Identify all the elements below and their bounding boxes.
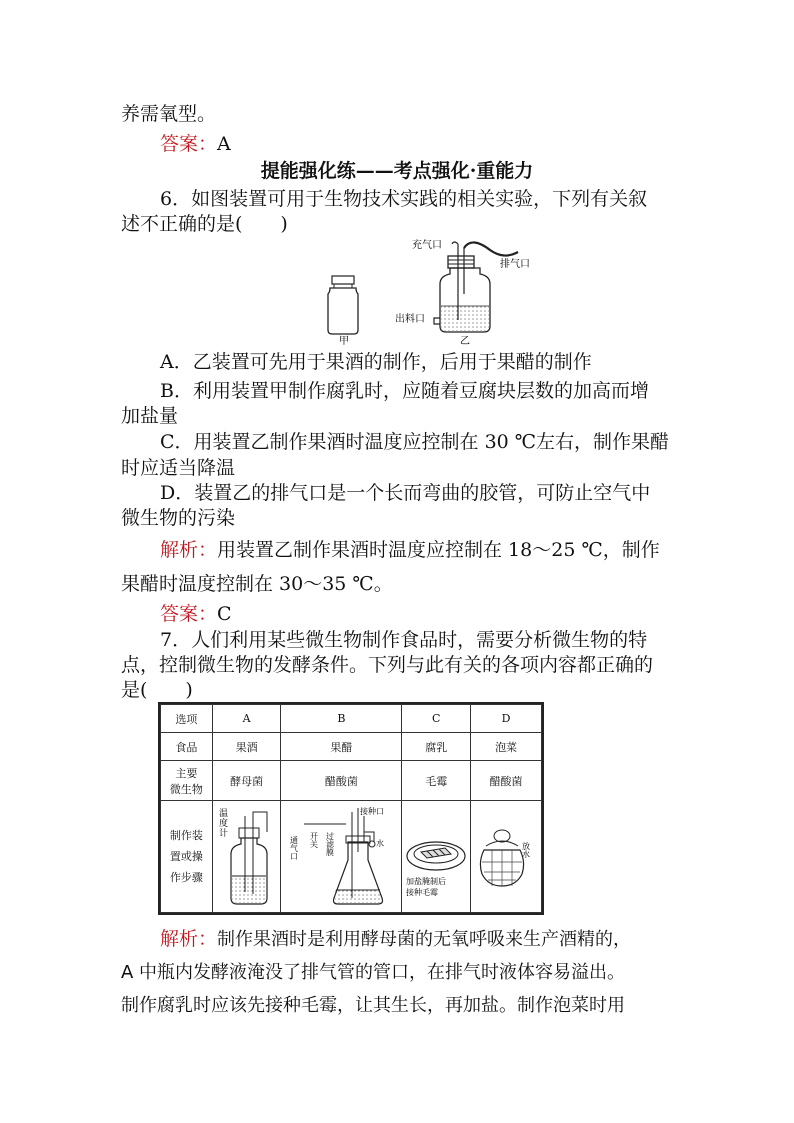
- table-cell: [161, 801, 213, 913]
- table-cell: C: [402, 705, 471, 733]
- bottle-yi: [434, 242, 518, 332]
- section-title: 提能强化练——考点强化·重能力: [260, 160, 534, 182]
- label-jia: 甲: [339, 336, 349, 347]
- table-cell: 醋酸菌: [471, 761, 542, 801]
- table-cell: 果醋: [281, 733, 402, 761]
- q7-options-table: [160, 704, 542, 913]
- q7-stem-line1: 7．人们利用某些微生物制作食品时，需要分析微生物的特: [160, 629, 648, 651]
- table-cell: [471, 801, 542, 913]
- q6-analysis-line1: [160, 537, 660, 563]
- table-row: [161, 801, 542, 913]
- q6-option-c-line1: C．用装置乙制作果酒时温度应控制在 30 ℃左右，制作果醋: [160, 431, 670, 453]
- fig-label: 加盐腌制后: [406, 877, 447, 886]
- q6-stem-line1: 6．如图装置可用于生物技术实践的相关实验，下列有关叙: [160, 188, 648, 210]
- q6-option-c-line2: 时应适当降温: [121, 457, 236, 479]
- fig-label: 放水: [521, 842, 531, 858]
- cell-line: 作步骤: [169, 871, 203, 884]
- q6-stem-line2: 述不正确的是( ): [121, 213, 288, 235]
- label-yi: 乙: [460, 336, 470, 347]
- fig-label: 过滤膜: [325, 832, 335, 856]
- q7-stem-line3: 是( ): [121, 679, 193, 701]
- table-cell: 毛霉: [402, 761, 471, 801]
- fig-label: 通气口: [289, 836, 299, 860]
- label-outlet: 出料口: [395, 314, 425, 325]
- q7-stem-line2: 点，控制微生物的发酵条件。下列与此有关的各项内容都正确的: [121, 654, 654, 676]
- q7-analysis-line2: A 中瓶内发酵液淹没了排气管的管口，在排气时液体容易溢出。: [121, 962, 626, 983]
- table-cell: D: [471, 705, 542, 733]
- pickle-jar-figure: [472, 802, 540, 908]
- table-cell: 果酒: [212, 733, 281, 761]
- cell-line: 主要: [175, 766, 198, 780]
- fig-label: 接种口: [360, 807, 385, 816]
- table-cell: 食品: [161, 733, 213, 761]
- cell-line: 微生物: [169, 782, 203, 796]
- q6-option-b-line2: 加盐量: [121, 405, 179, 427]
- table-row: [161, 733, 542, 761]
- label-exhaust: 排气口: [500, 259, 530, 270]
- answer-value: A: [217, 133, 231, 155]
- vinegar-flask-figure: [282, 802, 400, 908]
- table-row: [161, 705, 542, 733]
- q7-analysis-line1: [160, 926, 631, 953]
- q6-option-d-line2: 微生物的污染: [121, 507, 236, 529]
- q6-option-a: A．乙装置可先用于果酒的制作，后用于果醋的制作: [160, 351, 592, 373]
- fig-label: 温: [218, 809, 228, 819]
- analysis-text: 用装置乙制作果酒时温度应控制在 18～25 ℃，制作: [217, 539, 660, 561]
- fermentation-apparatus-figure: [339, 234, 550, 350]
- table-cell: 醋酸菌: [281, 761, 402, 801]
- answer-label: 答案：: [160, 603, 218, 625]
- jar-jia: [328, 276, 358, 334]
- q6-option-b-line1: B．利用装置甲制作腐乳时，应随着豆腐块层数的加高而增: [160, 380, 649, 402]
- tofu-plate-figure: [403, 802, 469, 908]
- q6-analysis-line2: 果醋时温度控制在 30～35 ℃。: [121, 573, 393, 595]
- text-line: 养需氧型。: [121, 103, 217, 125]
- fig-label: 开关: [309, 832, 319, 848]
- fig-label: 计: [218, 829, 228, 839]
- table-cell: [161, 761, 213, 801]
- table-cell: 选项: [161, 705, 213, 733]
- table-cell: [212, 801, 281, 913]
- analysis-label: 解析：: [160, 539, 218, 561]
- answer-value: C: [217, 603, 232, 625]
- table-cell: [402, 801, 471, 913]
- table-cell: 酵母菌: [212, 761, 281, 801]
- analysis-text: 制作果酒时是利用酵母菌的无氧呼吸来生产酒精的，: [217, 929, 632, 950]
- cell-line: 置或操: [169, 850, 203, 863]
- table-cell: [281, 801, 402, 913]
- table-cell: A: [212, 705, 281, 733]
- q6-option-d-line1: D．装置乙的排气口是一个长而弯曲的胶管，可防止空气中: [160, 482, 651, 504]
- table-cell: B: [281, 705, 402, 733]
- table-cell: 泡菜: [471, 733, 542, 761]
- fig-label: 度: [218, 819, 228, 829]
- label-inlet: 充气口: [412, 240, 442, 251]
- fig-label: 接种毛霉: [406, 888, 439, 897]
- wine-bottle-figure: [215, 802, 279, 908]
- q7-analysis-line3: 制作腐乳时应该先接种毛霉，让其生长，再加盐。制作泡菜时用: [121, 995, 625, 1016]
- fig-label: 水: [376, 839, 385, 848]
- cell-line: 制作装: [169, 829, 203, 842]
- q6-answer-line: [160, 601, 232, 627]
- answer-line: [160, 131, 231, 157]
- table-row: [161, 761, 542, 801]
- analysis-label: 解析：: [160, 928, 218, 950]
- table-cell: 腐乳: [402, 733, 471, 761]
- answer-label: 答案：: [160, 133, 218, 155]
